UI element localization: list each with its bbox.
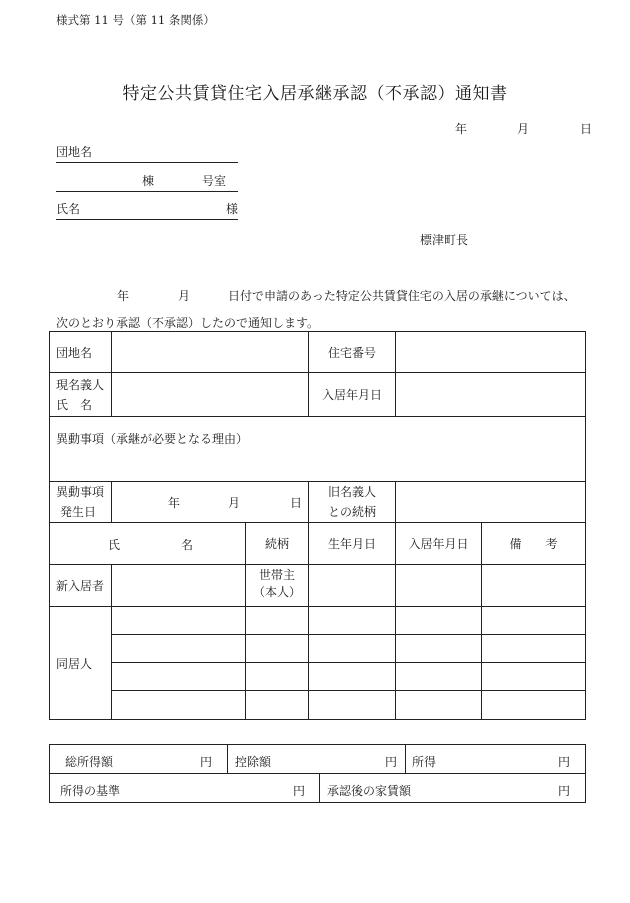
cohabitant-row-1-birth[interactable] (309, 607, 396, 635)
change-date-value[interactable] (112, 482, 309, 523)
recipient-name-label: 氏名 (56, 202, 81, 216)
cohabitant-row-2-name[interactable] (112, 635, 246, 663)
cohabitant-row-2-relation[interactable] (246, 635, 309, 663)
income-table (49, 744, 586, 803)
cohabitant-row-4-birth[interactable] (309, 691, 396, 720)
income-yen: 円 (558, 755, 571, 769)
current-holder-label-2: 氏 名 (56, 397, 93, 412)
change-date-label (50, 482, 112, 523)
main-form-table (49, 331, 586, 720)
body-text-line1: 日付で申請のあった特定公共賃貸住宅の入居の承継については、 (228, 289, 576, 303)
total-income-cell[interactable] (50, 745, 228, 774)
cohabitant-row-2-birth[interactable] (309, 635, 396, 663)
cohabitant-row-2-remarks[interactable] (482, 635, 586, 663)
col-name-header-2: 名 (181, 538, 194, 552)
cohabitant-row-3-name[interactable] (112, 663, 246, 691)
recipient-honorific: 様 (226, 202, 239, 216)
change-item-cell[interactable] (50, 417, 586, 482)
col-birth-header: 生年月日 (309, 523, 396, 565)
move-in-date-value[interactable] (396, 373, 586, 417)
head-of-household-2: （本人） (252, 585, 301, 599)
issuer-name: 標津町長 (420, 233, 469, 247)
head-of-household-1: 世帯主 (258, 568, 295, 582)
current-holder-value[interactable] (112, 373, 309, 417)
total-income-label: 総所得額 (65, 755, 114, 769)
change-item-label: 異動事項（承継が必要となる理由） (56, 432, 249, 446)
cohabitant-row-3-remarks[interactable] (482, 663, 586, 691)
cohabitant-row-1-relation[interactable] (246, 607, 309, 635)
change-date-label-1: 異動事項 (56, 485, 105, 499)
cohabitant-row-4-move-in[interactable] (396, 691, 482, 720)
cohabitant-row-2-move-in[interactable] (396, 635, 482, 663)
col-relation-header: 続柄 (246, 523, 309, 565)
income-label: 所得 (412, 755, 437, 769)
body-month: 月 (178, 289, 191, 303)
rent-after-yen: 円 (558, 784, 571, 798)
recipient-room-line[interactable] (56, 174, 238, 192)
move-in-date-label: 入居年月日 (309, 373, 396, 417)
col-move-in-header: 入居年月日 (396, 523, 482, 565)
cohabitant-row-1-remarks[interactable] (482, 607, 586, 635)
body-year: 年 (117, 289, 130, 303)
head-of-household-cell (246, 565, 309, 607)
cohabitant-row-4-remarks[interactable] (482, 691, 586, 720)
income-cell[interactable] (406, 745, 586, 774)
new-resident-remarks[interactable] (482, 565, 586, 607)
cd-year-label: 年 (168, 496, 181, 510)
col-name-header-1: 氏 (108, 538, 121, 552)
date-month-label: 月 (517, 122, 530, 136)
danchi-label: 団地名 (50, 332, 112, 373)
cohabitant-row-4-name[interactable] (112, 691, 246, 720)
form-number: 様式第 11 号（第 11 条関係） (56, 13, 215, 27)
current-holder-label-1: 現名義人 (56, 377, 105, 392)
rent-after-cell[interactable] (320, 774, 586, 803)
cohabitant-label: 同居人 (50, 607, 112, 720)
date-year-label: 年 (455, 122, 468, 136)
page-title: 特定公共賃貸住宅入居承継承認（不承認）通知書 (122, 84, 508, 104)
deduction-yen: 円 (385, 755, 398, 769)
income-standard-cell[interactable] (50, 774, 320, 803)
cohabitant-row-3-relation[interactable] (246, 663, 309, 691)
income-standard-label: 所得の基準 (60, 784, 121, 798)
new-resident-birth[interactable] (309, 565, 396, 607)
rent-after-label: 承認後の家賃額 (327, 784, 412, 798)
recipient-danchi-line[interactable] (56, 145, 238, 163)
body-text-line2: 次のとおり承認（不承認）したので通知します。 (56, 316, 320, 330)
former-holder-value[interactable] (396, 482, 586, 523)
deduction-label: 控除額 (235, 755, 272, 769)
house-number-value[interactable] (396, 332, 586, 373)
new-resident-move-in[interactable] (396, 565, 482, 607)
recipient-name-line[interactable] (56, 202, 238, 220)
total-income-yen: 円 (200, 755, 213, 769)
cohabitant-row-1-name[interactable] (112, 607, 246, 635)
house-number-label: 住宅番号 (309, 332, 396, 373)
income-standard-yen: 円 (293, 784, 306, 798)
cohabitant-row-3-move-in[interactable] (396, 663, 482, 691)
recipient-danchi-label: 団地名 (56, 145, 93, 159)
cohabitant-row-4-relation[interactable] (246, 691, 309, 720)
recipient-room-label: 号室 (202, 174, 227, 188)
change-date-label-2: 発生日 (60, 505, 97, 519)
col-name-header (50, 523, 246, 565)
col-remarks-header-2: 考 (545, 537, 558, 551)
cohabitant-row-1-move-in[interactable] (396, 607, 482, 635)
cd-day-label: 日 (290, 496, 303, 510)
cd-month-label: 月 (228, 496, 241, 510)
deduction-cell[interactable] (228, 745, 406, 774)
former-holder-label-1: 旧名義人 (327, 485, 376, 499)
cohabitant-row-3-birth[interactable] (309, 663, 396, 691)
danchi-value[interactable] (112, 332, 309, 373)
former-holder-label-2: との続柄 (327, 505, 376, 519)
new-resident-name[interactable] (112, 565, 246, 607)
date-day-label: 日 (580, 122, 593, 136)
col-remarks-header-1: 備 (509, 537, 522, 551)
former-holder-label (309, 482, 396, 523)
new-resident-label: 新入居者 (50, 565, 112, 607)
recipient-building-label: 棟 (142, 174, 155, 188)
current-holder-label (50, 373, 112, 417)
col-remarks-header (482, 523, 586, 565)
